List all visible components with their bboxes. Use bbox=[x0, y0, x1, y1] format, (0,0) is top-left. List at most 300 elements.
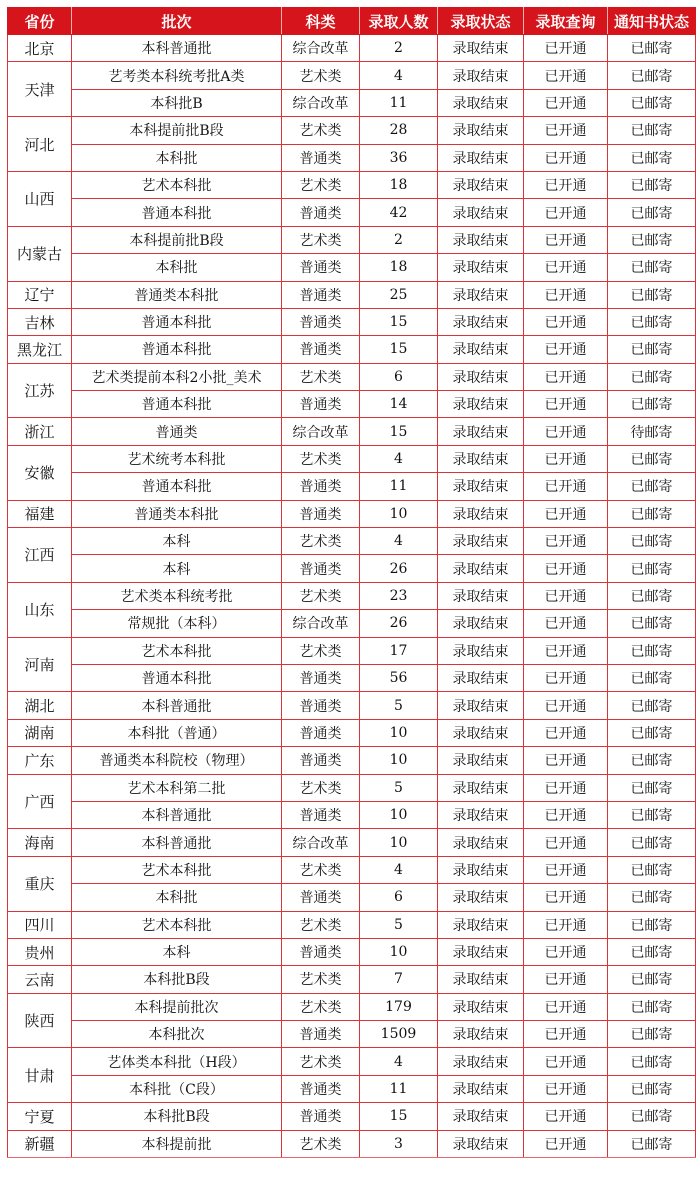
status-cell: 录取结束 bbox=[438, 582, 524, 609]
table-row bbox=[8, 336, 696, 363]
count-cell: 17 bbox=[360, 637, 438, 664]
query-cell: 已开通 bbox=[524, 637, 608, 664]
query-cell: 已开通 bbox=[524, 664, 608, 691]
query-cell: 已开通 bbox=[524, 144, 608, 171]
table-row bbox=[8, 363, 696, 390]
status-cell: 录取结束 bbox=[438, 801, 524, 828]
query-cell: 已开通 bbox=[524, 1130, 608, 1157]
header-type: 科类 bbox=[282, 8, 360, 35]
count-cell: 6 bbox=[360, 884, 438, 911]
notice-cell: 已邮寄 bbox=[608, 281, 696, 308]
type-cell: 综合改革 bbox=[282, 610, 360, 637]
table-row bbox=[8, 774, 696, 801]
status-cell: 录取结束 bbox=[438, 528, 524, 555]
status-cell: 录取结束 bbox=[438, 336, 524, 363]
count-cell: 36 bbox=[360, 144, 438, 171]
batch-cell: 本科批次 bbox=[72, 1021, 282, 1048]
status-cell: 录取结束 bbox=[438, 199, 524, 226]
notice-cell: 已邮寄 bbox=[608, 35, 696, 62]
status-cell: 录取结束 bbox=[438, 829, 524, 856]
count-cell: 7 bbox=[360, 966, 438, 993]
status-cell: 录取结束 bbox=[438, 1103, 524, 1130]
notice-cell: 已邮寄 bbox=[608, 89, 696, 116]
table-row bbox=[8, 281, 696, 308]
type-cell: 普通类 bbox=[282, 719, 360, 746]
notice-cell: 已邮寄 bbox=[608, 144, 696, 171]
count-cell: 4 bbox=[360, 1048, 438, 1075]
count-cell: 11 bbox=[360, 1075, 438, 1102]
count-cell: 10 bbox=[360, 719, 438, 746]
count-cell: 14 bbox=[360, 391, 438, 418]
header-query: 录取查询 bbox=[524, 8, 608, 35]
batch-cell: 本科批 bbox=[72, 254, 282, 281]
type-cell: 综合改革 bbox=[282, 35, 360, 62]
table-row bbox=[8, 308, 696, 335]
query-cell: 已开通 bbox=[524, 62, 608, 89]
type-cell: 普通类 bbox=[282, 144, 360, 171]
batch-cell: 本科 bbox=[72, 555, 282, 582]
status-cell: 录取结束 bbox=[438, 856, 524, 883]
status-cell: 录取结束 bbox=[438, 1075, 524, 1102]
notice-cell: 已邮寄 bbox=[608, 1103, 696, 1130]
query-cell: 已开通 bbox=[524, 747, 608, 774]
type-cell: 普通类 bbox=[282, 336, 360, 363]
table-row bbox=[8, 664, 696, 691]
batch-cell: 普通本科批 bbox=[72, 336, 282, 363]
batch-cell: 艺术本科批 bbox=[72, 171, 282, 198]
province-cell: 海南 bbox=[8, 829, 72, 856]
header-count: 录取人数 bbox=[360, 8, 438, 35]
notice-cell: 已邮寄 bbox=[608, 528, 696, 555]
table-row bbox=[8, 226, 696, 253]
province-cell: 山西 bbox=[8, 171, 72, 226]
batch-cell: 本科批B段 bbox=[72, 1103, 282, 1130]
table-row bbox=[8, 418, 696, 445]
query-cell: 已开通 bbox=[524, 884, 608, 911]
type-cell: 综合改革 bbox=[282, 418, 360, 445]
province-cell: 重庆 bbox=[8, 856, 72, 911]
count-cell: 5 bbox=[360, 774, 438, 801]
count-cell: 23 bbox=[360, 582, 438, 609]
count-cell: 10 bbox=[360, 747, 438, 774]
count-cell: 28 bbox=[360, 117, 438, 144]
status-cell: 录取结束 bbox=[438, 747, 524, 774]
notice-cell: 已邮寄 bbox=[608, 336, 696, 363]
province-cell: 北京 bbox=[8, 35, 72, 62]
count-cell: 179 bbox=[360, 993, 438, 1020]
notice-cell: 已邮寄 bbox=[608, 582, 696, 609]
status-cell: 录取结束 bbox=[438, 637, 524, 664]
table-row bbox=[8, 473, 696, 500]
table-row bbox=[8, 89, 696, 116]
type-cell: 普通类 bbox=[282, 281, 360, 308]
header-row bbox=[8, 8, 696, 35]
type-cell: 普通类 bbox=[282, 1021, 360, 1048]
table-row bbox=[8, 719, 696, 746]
count-cell: 42 bbox=[360, 199, 438, 226]
province-cell: 甘肃 bbox=[8, 1048, 72, 1103]
count-cell: 11 bbox=[360, 473, 438, 500]
notice-cell: 已邮寄 bbox=[608, 719, 696, 746]
type-cell: 普通类 bbox=[282, 555, 360, 582]
notice-cell: 已邮寄 bbox=[608, 774, 696, 801]
status-cell: 录取结束 bbox=[438, 884, 524, 911]
query-cell: 已开通 bbox=[524, 993, 608, 1020]
batch-cell: 艺术本科第二批 bbox=[72, 774, 282, 801]
count-cell: 18 bbox=[360, 171, 438, 198]
query-cell: 已开通 bbox=[524, 774, 608, 801]
type-cell: 普通类 bbox=[282, 199, 360, 226]
notice-cell: 已邮寄 bbox=[608, 445, 696, 472]
query-cell: 已开通 bbox=[524, 582, 608, 609]
query-cell: 已开通 bbox=[524, 254, 608, 281]
table-row bbox=[8, 1021, 696, 1048]
province-cell: 湖北 bbox=[8, 692, 72, 719]
query-cell: 已开通 bbox=[524, 1048, 608, 1075]
count-cell: 2 bbox=[360, 226, 438, 253]
status-cell: 录取结束 bbox=[438, 363, 524, 390]
province-cell: 吉林 bbox=[8, 308, 72, 335]
query-cell: 已开通 bbox=[524, 528, 608, 555]
type-cell: 普通类 bbox=[282, 747, 360, 774]
table-row bbox=[8, 1048, 696, 1075]
province-cell: 山东 bbox=[8, 582, 72, 637]
batch-cell: 艺术本科批 bbox=[72, 856, 282, 883]
count-cell: 18 bbox=[360, 254, 438, 281]
province-cell: 贵州 bbox=[8, 938, 72, 965]
province-cell: 陕西 bbox=[8, 993, 72, 1048]
status-cell: 录取结束 bbox=[438, 445, 524, 472]
table-row bbox=[8, 911, 696, 938]
table-row bbox=[8, 966, 696, 993]
status-cell: 录取结束 bbox=[438, 1021, 524, 1048]
count-cell: 26 bbox=[360, 610, 438, 637]
query-cell: 已开通 bbox=[524, 966, 608, 993]
type-cell: 普通类 bbox=[282, 664, 360, 691]
query-cell: 已开通 bbox=[524, 199, 608, 226]
batch-cell: 普通类本科批 bbox=[72, 281, 282, 308]
query-cell: 已开通 bbox=[524, 35, 608, 62]
query-cell: 已开通 bbox=[524, 336, 608, 363]
status-cell: 录取结束 bbox=[438, 473, 524, 500]
notice-cell: 已邮寄 bbox=[608, 1130, 696, 1157]
notice-cell: 已邮寄 bbox=[608, 884, 696, 911]
query-cell: 已开通 bbox=[524, 281, 608, 308]
batch-cell: 普通类本科院校（物理） bbox=[72, 747, 282, 774]
province-cell: 黑龙江 bbox=[8, 336, 72, 363]
table-row bbox=[8, 254, 696, 281]
type-cell: 普通类 bbox=[282, 1103, 360, 1130]
province-cell: 内蒙古 bbox=[8, 226, 72, 281]
query-cell: 已开通 bbox=[524, 445, 608, 472]
notice-cell: 已邮寄 bbox=[608, 993, 696, 1020]
query-cell: 已开通 bbox=[524, 938, 608, 965]
notice-cell: 已邮寄 bbox=[608, 911, 696, 938]
batch-cell: 普通本科批 bbox=[72, 473, 282, 500]
batch-cell: 艺术类本科统考批 bbox=[72, 582, 282, 609]
status-cell: 录取结束 bbox=[438, 1130, 524, 1157]
batch-cell: 本科批B bbox=[72, 89, 282, 116]
count-cell: 56 bbox=[360, 664, 438, 691]
type-cell: 艺术类 bbox=[282, 171, 360, 198]
notice-cell: 已邮寄 bbox=[608, 473, 696, 500]
status-cell: 录取结束 bbox=[438, 555, 524, 582]
query-cell: 已开通 bbox=[524, 500, 608, 527]
status-cell: 录取结束 bbox=[438, 418, 524, 445]
table-row bbox=[8, 445, 696, 472]
notice-cell: 已邮寄 bbox=[608, 856, 696, 883]
count-cell: 5 bbox=[360, 692, 438, 719]
table-row bbox=[8, 391, 696, 418]
province-cell: 河南 bbox=[8, 637, 72, 692]
table-row bbox=[8, 171, 696, 198]
batch-cell: 艺术本科批 bbox=[72, 637, 282, 664]
notice-cell: 已邮寄 bbox=[608, 1075, 696, 1102]
count-cell: 1509 bbox=[360, 1021, 438, 1048]
admission-status-table-container bbox=[7, 7, 695, 1158]
batch-cell: 普通类本科批 bbox=[72, 500, 282, 527]
batch-cell: 本科批 bbox=[72, 144, 282, 171]
count-cell: 25 bbox=[360, 281, 438, 308]
count-cell: 11 bbox=[360, 89, 438, 116]
type-cell: 普通类 bbox=[282, 801, 360, 828]
type-cell: 艺术类 bbox=[282, 117, 360, 144]
type-cell: 综合改革 bbox=[282, 829, 360, 856]
query-cell: 已开通 bbox=[524, 801, 608, 828]
province-cell: 广西 bbox=[8, 774, 72, 829]
count-cell: 10 bbox=[360, 938, 438, 965]
province-cell: 安徽 bbox=[8, 445, 72, 500]
status-cell: 录取结束 bbox=[438, 35, 524, 62]
type-cell: 艺术类 bbox=[282, 911, 360, 938]
batch-cell: 艺术统考本科批 bbox=[72, 445, 282, 472]
notice-cell: 已邮寄 bbox=[608, 829, 696, 856]
notice-cell: 已邮寄 bbox=[608, 692, 696, 719]
query-cell: 已开通 bbox=[524, 308, 608, 335]
status-cell: 录取结束 bbox=[438, 117, 524, 144]
query-cell: 已开通 bbox=[524, 1075, 608, 1102]
table-row bbox=[8, 747, 696, 774]
table-row bbox=[8, 829, 696, 856]
query-cell: 已开通 bbox=[524, 391, 608, 418]
count-cell: 2 bbox=[360, 35, 438, 62]
table-row bbox=[8, 1075, 696, 1102]
type-cell: 普通类 bbox=[282, 1075, 360, 1102]
query-cell: 已开通 bbox=[524, 610, 608, 637]
status-cell: 录取结束 bbox=[438, 993, 524, 1020]
status-cell: 录取结束 bbox=[438, 308, 524, 335]
province-cell: 湖南 bbox=[8, 719, 72, 746]
query-cell: 已开通 bbox=[524, 719, 608, 746]
type-cell: 普通类 bbox=[282, 884, 360, 911]
notice-cell: 已邮寄 bbox=[608, 391, 696, 418]
count-cell: 26 bbox=[360, 555, 438, 582]
table-body bbox=[8, 35, 696, 1158]
table-row bbox=[8, 528, 696, 555]
notice-cell: 已邮寄 bbox=[608, 637, 696, 664]
batch-cell: 本科批（C段） bbox=[72, 1075, 282, 1102]
notice-cell: 已邮寄 bbox=[608, 226, 696, 253]
table-row bbox=[8, 637, 696, 664]
province-cell: 新疆 bbox=[8, 1130, 72, 1157]
query-cell: 已开通 bbox=[524, 418, 608, 445]
table-row bbox=[8, 555, 696, 582]
notice-cell: 已邮寄 bbox=[608, 62, 696, 89]
admission-status-table bbox=[7, 7, 696, 1158]
table-row bbox=[8, 500, 696, 527]
type-cell: 艺术类 bbox=[282, 774, 360, 801]
batch-cell: 普通类 bbox=[72, 418, 282, 445]
table-row bbox=[8, 938, 696, 965]
batch-cell: 艺术类提前本科2小批_美术 bbox=[72, 363, 282, 390]
table-row bbox=[8, 993, 696, 1020]
type-cell: 艺术类 bbox=[282, 226, 360, 253]
status-cell: 录取结束 bbox=[438, 89, 524, 116]
status-cell: 录取结束 bbox=[438, 774, 524, 801]
batch-cell: 普通本科批 bbox=[72, 199, 282, 226]
table-row bbox=[8, 144, 696, 171]
batch-cell: 本科普通批 bbox=[72, 829, 282, 856]
province-cell: 宁夏 bbox=[8, 1103, 72, 1130]
type-cell: 普通类 bbox=[282, 254, 360, 281]
notice-cell: 已邮寄 bbox=[608, 801, 696, 828]
batch-cell: 艺考类本科统考批A类 bbox=[72, 62, 282, 89]
status-cell: 录取结束 bbox=[438, 391, 524, 418]
status-cell: 录取结束 bbox=[438, 281, 524, 308]
query-cell: 已开通 bbox=[524, 89, 608, 116]
count-cell: 10 bbox=[360, 500, 438, 527]
count-cell: 4 bbox=[360, 62, 438, 89]
notice-cell: 待邮寄 bbox=[608, 418, 696, 445]
type-cell: 艺术类 bbox=[282, 856, 360, 883]
batch-cell: 常规批（本科） bbox=[72, 610, 282, 637]
notice-cell: 已邮寄 bbox=[608, 664, 696, 691]
table-row bbox=[8, 1130, 696, 1157]
table-row bbox=[8, 582, 696, 609]
batch-cell: 本科 bbox=[72, 528, 282, 555]
batch-cell: 本科提前批次 bbox=[72, 993, 282, 1020]
count-cell: 10 bbox=[360, 829, 438, 856]
status-cell: 录取结束 bbox=[438, 966, 524, 993]
notice-cell: 已邮寄 bbox=[608, 966, 696, 993]
status-cell: 录取结束 bbox=[438, 254, 524, 281]
batch-cell: 普通本科批 bbox=[72, 391, 282, 418]
type-cell: 艺术类 bbox=[282, 528, 360, 555]
province-cell: 天津 bbox=[8, 62, 72, 117]
notice-cell: 已邮寄 bbox=[608, 938, 696, 965]
table-row bbox=[8, 884, 696, 911]
count-cell: 4 bbox=[360, 856, 438, 883]
type-cell: 普通类 bbox=[282, 938, 360, 965]
query-cell: 已开通 bbox=[524, 363, 608, 390]
status-cell: 录取结束 bbox=[438, 500, 524, 527]
query-cell: 已开通 bbox=[524, 117, 608, 144]
table-row bbox=[8, 610, 696, 637]
type-cell: 综合改革 bbox=[282, 89, 360, 116]
query-cell: 已开通 bbox=[524, 171, 608, 198]
province-cell: 浙江 bbox=[8, 418, 72, 445]
status-cell: 录取结束 bbox=[438, 664, 524, 691]
count-cell: 4 bbox=[360, 528, 438, 555]
batch-cell: 艺术本科批 bbox=[72, 911, 282, 938]
query-cell: 已开通 bbox=[524, 911, 608, 938]
province-cell: 广东 bbox=[8, 747, 72, 774]
notice-cell: 已邮寄 bbox=[608, 171, 696, 198]
notice-cell: 已邮寄 bbox=[608, 1048, 696, 1075]
notice-cell: 已邮寄 bbox=[608, 1021, 696, 1048]
type-cell: 艺术类 bbox=[282, 966, 360, 993]
type-cell: 普通类 bbox=[282, 473, 360, 500]
notice-cell: 已邮寄 bbox=[608, 555, 696, 582]
query-cell: 已开通 bbox=[524, 829, 608, 856]
batch-cell: 本科普通批 bbox=[72, 692, 282, 719]
type-cell: 普通类 bbox=[282, 391, 360, 418]
province-cell: 辽宁 bbox=[8, 281, 72, 308]
notice-cell: 已邮寄 bbox=[608, 117, 696, 144]
status-cell: 录取结束 bbox=[438, 1048, 524, 1075]
table-row bbox=[8, 199, 696, 226]
type-cell: 艺术类 bbox=[282, 363, 360, 390]
batch-cell: 本科提前批 bbox=[72, 1130, 282, 1157]
type-cell: 艺术类 bbox=[282, 1130, 360, 1157]
batch-cell: 本科提前批B段 bbox=[72, 117, 282, 144]
query-cell: 已开通 bbox=[524, 1021, 608, 1048]
batch-cell: 本科批 bbox=[72, 884, 282, 911]
table-row bbox=[8, 62, 696, 89]
notice-cell: 已邮寄 bbox=[608, 610, 696, 637]
count-cell: 15 bbox=[360, 336, 438, 363]
table-row bbox=[8, 856, 696, 883]
header-province: 省份 bbox=[8, 8, 72, 35]
batch-cell: 艺体类本科批（H段） bbox=[72, 1048, 282, 1075]
status-cell: 录取结束 bbox=[438, 610, 524, 637]
batch-cell: 本科提前批B段 bbox=[72, 226, 282, 253]
header-batch: 批次 bbox=[72, 8, 282, 35]
notice-cell: 已邮寄 bbox=[608, 199, 696, 226]
type-cell: 艺术类 bbox=[282, 62, 360, 89]
status-cell: 录取结束 bbox=[438, 171, 524, 198]
query-cell: 已开通 bbox=[524, 692, 608, 719]
province-cell: 江苏 bbox=[8, 363, 72, 418]
batch-cell: 普通本科批 bbox=[72, 308, 282, 335]
province-cell: 江西 bbox=[8, 528, 72, 583]
type-cell: 普通类 bbox=[282, 500, 360, 527]
query-cell: 已开通 bbox=[524, 555, 608, 582]
type-cell: 普通类 bbox=[282, 692, 360, 719]
query-cell: 已开通 bbox=[524, 473, 608, 500]
type-cell: 普通类 bbox=[282, 308, 360, 335]
type-cell: 艺术类 bbox=[282, 445, 360, 472]
province-cell: 四川 bbox=[8, 911, 72, 938]
table-row bbox=[8, 692, 696, 719]
header-status: 录取状态 bbox=[438, 8, 524, 35]
batch-cell: 本科普通批 bbox=[72, 35, 282, 62]
status-cell: 录取结束 bbox=[438, 226, 524, 253]
count-cell: 3 bbox=[360, 1130, 438, 1157]
batch-cell: 本科 bbox=[72, 938, 282, 965]
status-cell: 录取结束 bbox=[438, 144, 524, 171]
status-cell: 录取结束 bbox=[438, 719, 524, 746]
type-cell: 艺术类 bbox=[282, 1048, 360, 1075]
count-cell: 15 bbox=[360, 1103, 438, 1130]
query-cell: 已开通 bbox=[524, 226, 608, 253]
type-cell: 艺术类 bbox=[282, 582, 360, 609]
count-cell: 4 bbox=[360, 445, 438, 472]
table-row bbox=[8, 117, 696, 144]
type-cell: 艺术类 bbox=[282, 637, 360, 664]
notice-cell: 已邮寄 bbox=[608, 747, 696, 774]
table-row bbox=[8, 1103, 696, 1130]
